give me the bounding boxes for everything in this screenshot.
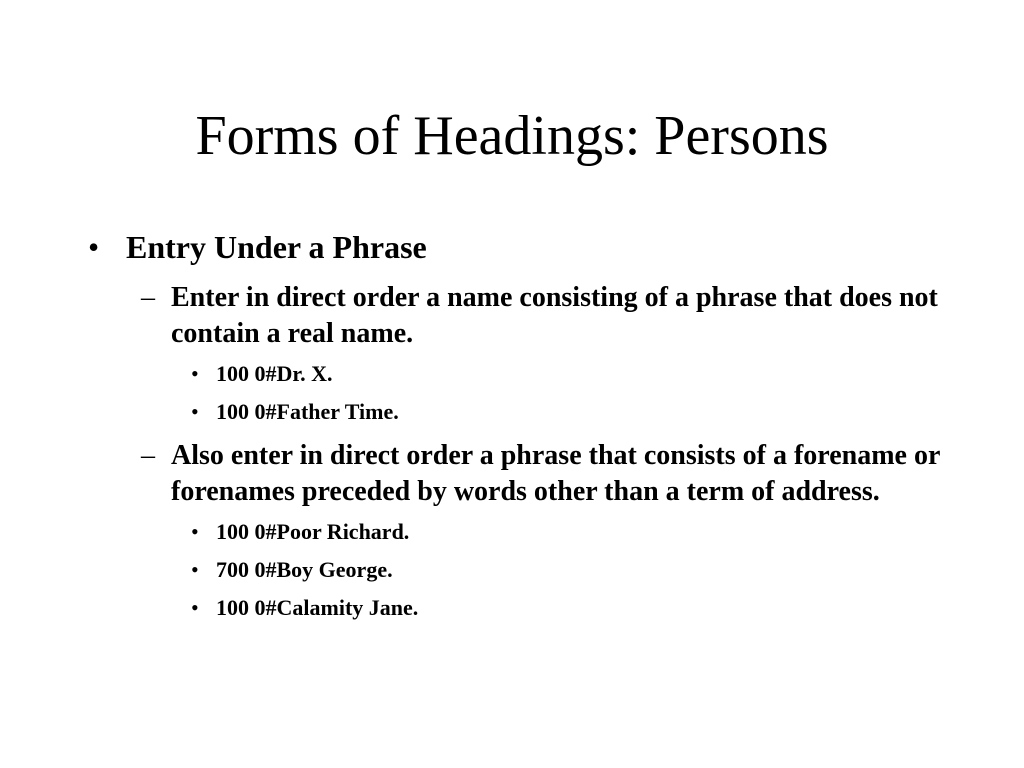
example-text: 100 0#Poor Richard. — [216, 519, 410, 544]
slide-body — [0, 226, 1024, 622]
example-item — [0, 398, 1024, 426]
example-text: 100 0#Father Time. — [216, 399, 399, 424]
example-item — [0, 556, 1024, 584]
subpoint-text: Enter in direct order a name consisting of a phrase that does not contain a real name. — [171, 282, 938, 349]
example-item — [0, 518, 1024, 546]
subpoint-phrase-no-real-name — [0, 280, 1024, 352]
bullet-marker: • — [88, 229, 100, 265]
example-item — [0, 594, 1024, 622]
bullet-marker: • — [191, 519, 199, 544]
slide-title: Forms of Headings: Persons — [195, 105, 829, 167]
subpoint-text: Also enter in direct order a phrase that consists of a forename or forenames preceded by words other than a term of address. — [171, 440, 940, 507]
example-text: 100 0#Calamity Jane. — [216, 595, 419, 620]
bullet-marker: • — [191, 557, 199, 582]
bullet-text: Entry Under a Phrase — [126, 229, 427, 265]
bullet-marker: • — [191, 361, 199, 386]
example-text: 100 0#Dr. X. — [216, 361, 333, 386]
bullet-entry-under-phrase — [0, 226, 1024, 268]
subpoint-forename-phrase — [0, 438, 1024, 510]
dash-marker: – — [141, 440, 155, 471]
bullet-marker: • — [191, 399, 199, 424]
bullet-marker: • — [191, 595, 199, 620]
dash-marker: – — [141, 282, 155, 313]
example-text: 700 0#Boy George. — [216, 557, 393, 582]
example-item — [0, 360, 1024, 388]
